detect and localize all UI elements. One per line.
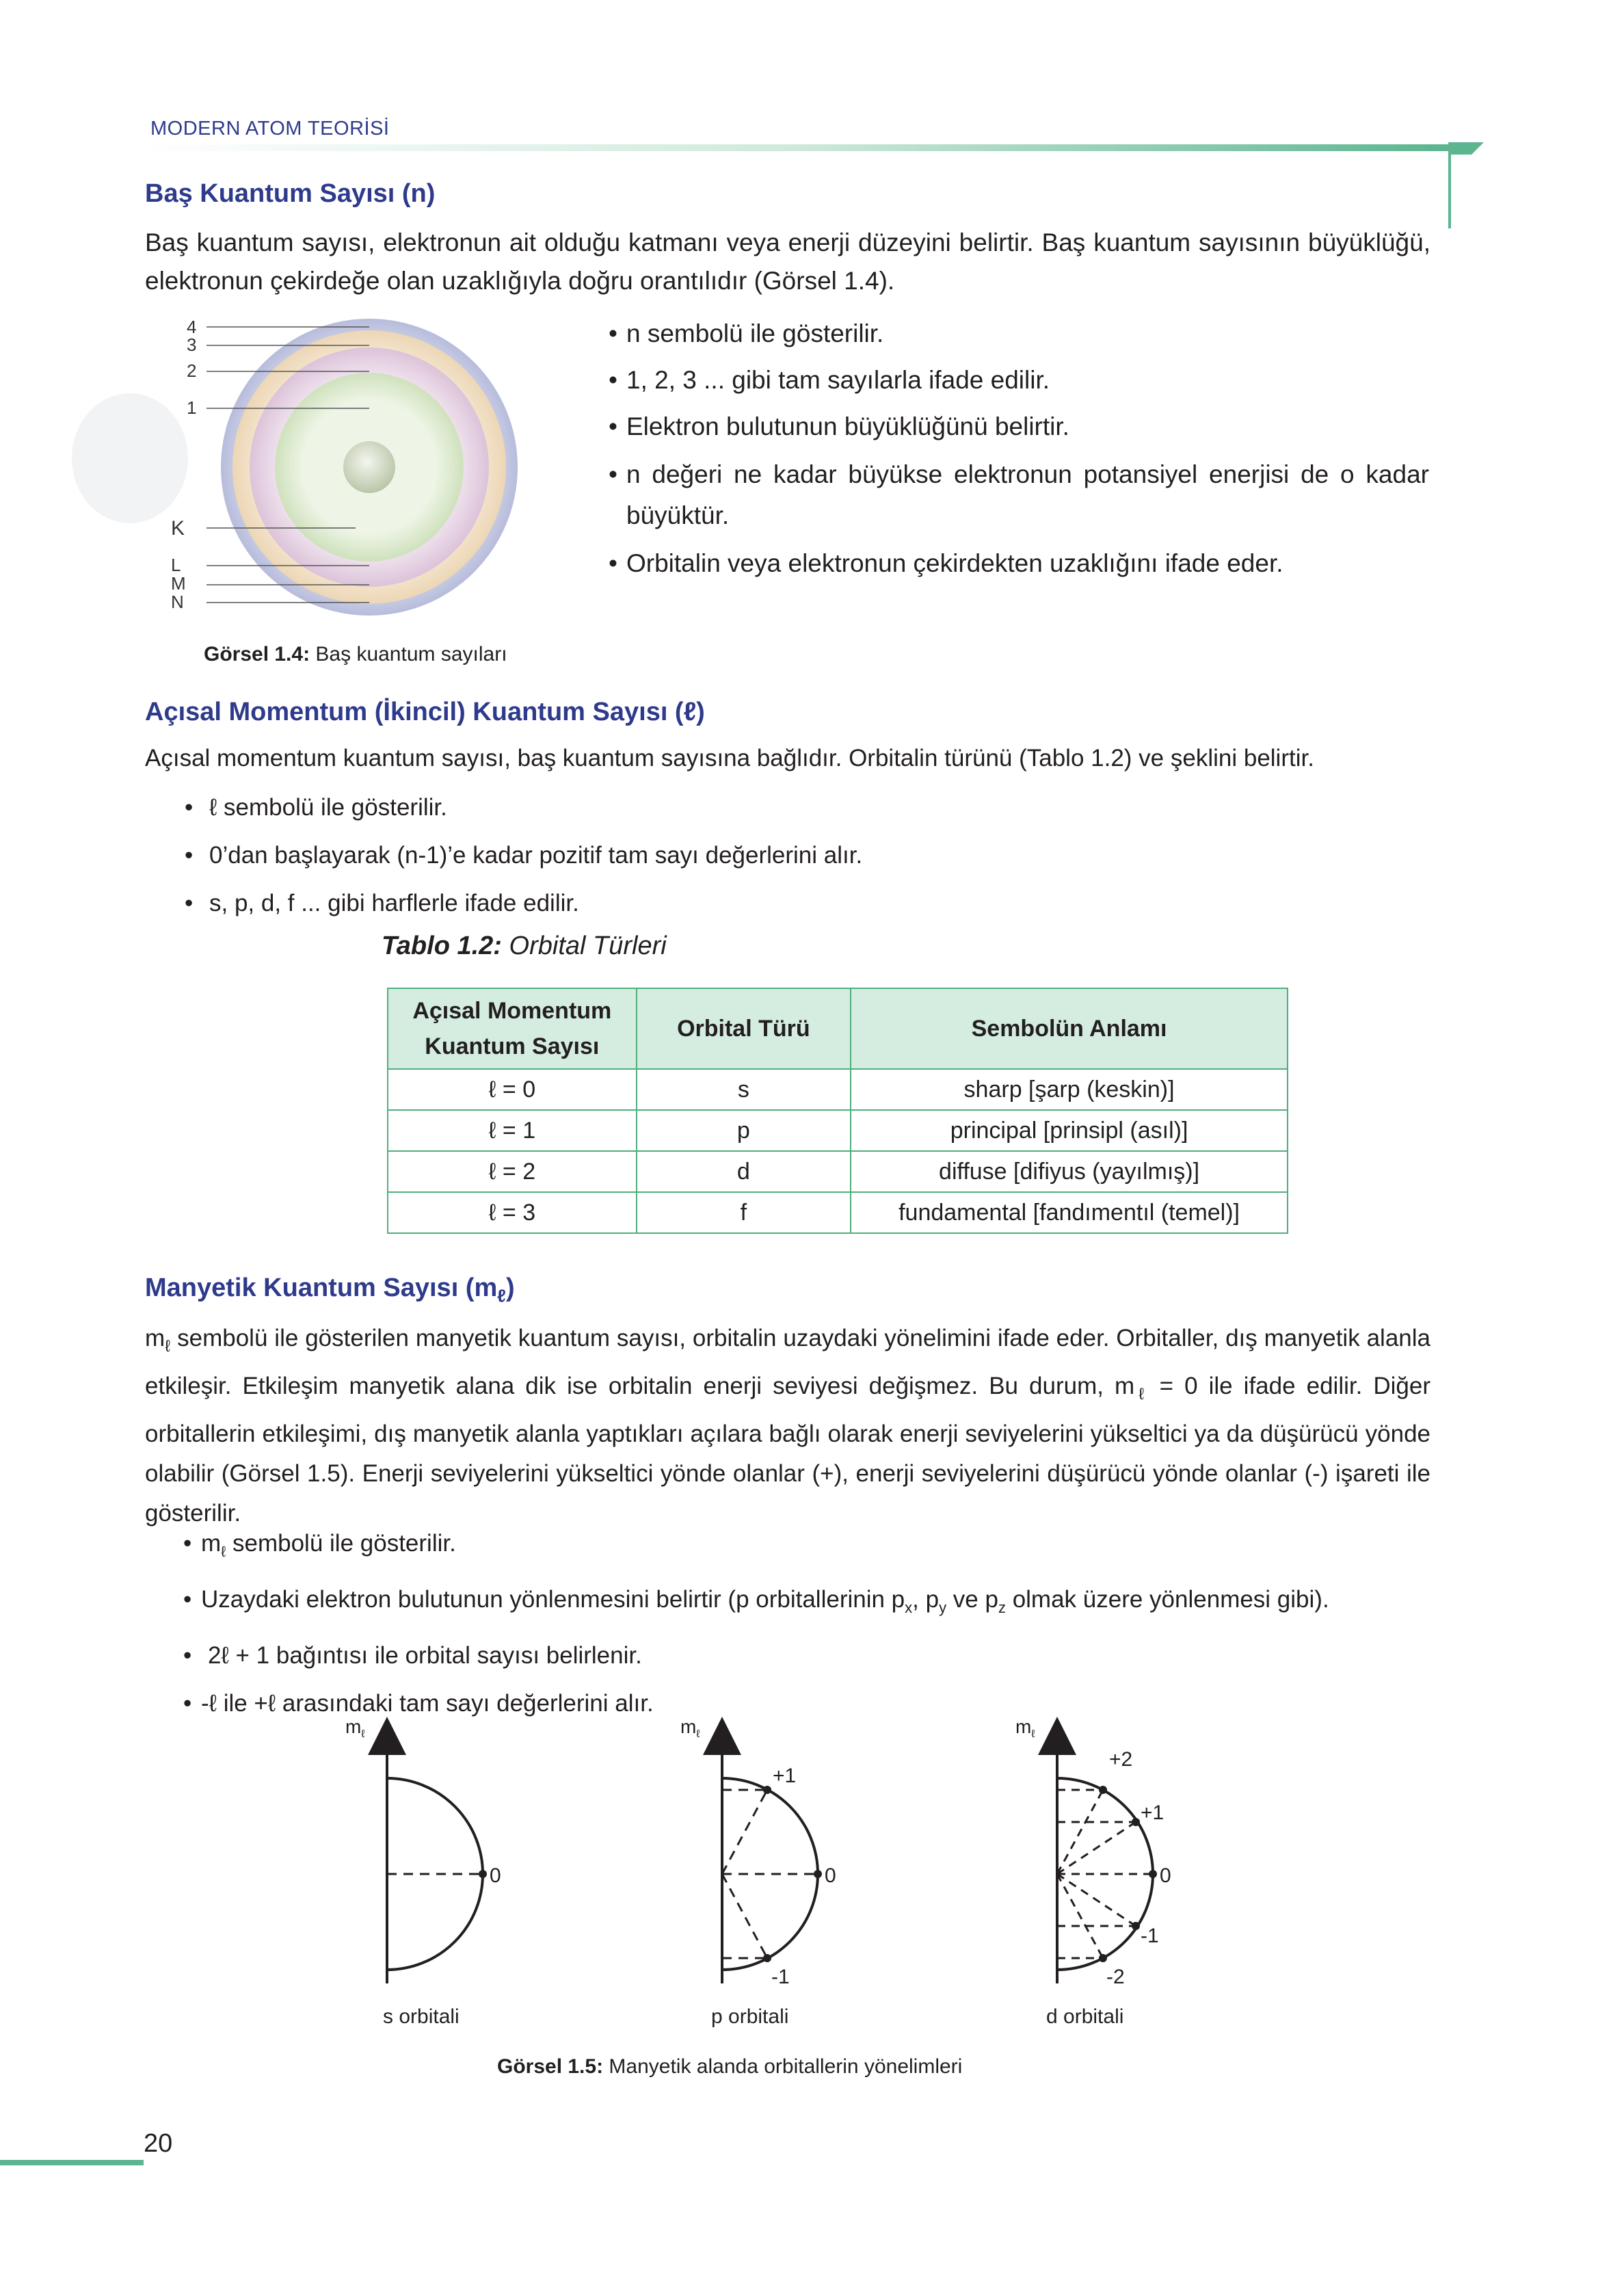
shell-figure xyxy=(55,311,533,626)
bullet-item: • $m_\ell$ sembolü ile gösterilir. xyxy=(183,1524,1441,1572)
bullet-item: • n sembolü ile gösterilir. xyxy=(609,315,1429,353)
orbital-label: s orbitali xyxy=(383,2005,460,2028)
footer-rule xyxy=(0,2160,144,2165)
shell-number-4: 4 xyxy=(187,317,197,337)
value-label: 0 xyxy=(1160,1864,1171,1887)
value-label: +2 xyxy=(1109,1748,1133,1771)
table-row xyxy=(388,1069,1288,1110)
table-cell: ℓ = 2 xyxy=(388,1151,637,1192)
axis-label: $m_\ell$ xyxy=(680,1717,700,1740)
header-vertical-line xyxy=(1448,144,1451,228)
value-label: -1 xyxy=(771,1966,790,1988)
bullet-item: • n değeri ne kadar büyükse elektronun potansiyel enerjisi de o kadar büyüktür. xyxy=(609,454,1429,536)
table-row xyxy=(388,1151,1288,1192)
table-cell: diffuse [difiyus (yayılmış)] xyxy=(851,1151,1288,1192)
shell-letter-k: K xyxy=(171,517,185,540)
table-cell: f xyxy=(637,1192,851,1233)
value-label: 0 xyxy=(825,1864,836,1887)
background-shadow-blob xyxy=(72,393,188,523)
section3-bullets xyxy=(183,1524,1441,1724)
figure-1-5-caption: Görsel 1.5: Manyetik alanda orbitallerin yönelimleri xyxy=(497,2055,963,2078)
bullet-item: • Elektron bulutunun büyüklüğünü belirtir. xyxy=(609,408,1429,446)
table-cell: p xyxy=(637,1110,851,1151)
table-header-row xyxy=(388,988,1288,1069)
table-header-cell: Sembolün Anlamı xyxy=(851,988,1288,1069)
bullet-item: • s, p, d, f ... gibi harflerle ifade edilir. xyxy=(185,884,1415,923)
bullet-item: • -ℓ ile +ℓ arasındaki tam sayı değerlerini alır. xyxy=(183,1684,1441,1724)
orbital-label: d orbitali xyxy=(1046,2005,1124,2028)
table-cell: sharp [şarp (keskin)] xyxy=(851,1069,1288,1110)
table-cell: fundamental [fandımentıl (temel)] xyxy=(851,1192,1288,1233)
shell-number-1: 1 xyxy=(187,397,197,418)
orbital-types-table xyxy=(387,988,1288,1234)
shell-letter-m: M xyxy=(171,573,186,594)
table-row xyxy=(388,1192,1288,1233)
section3-paragraph: $m_\ell$ sembolü ile gösterilen manyetik kuantum sayısı, orbitalin uzaydaki yönelimini ifade eder. Orbitaller, dış manyetik alanla etkileşir. Etkileşim manyetik alana dik ise orbitalin enerji seviyesi değişmez. Bu durum, $m_\ell = 0$ ile ifade edilir. Diğer orbitallerin etkileşimi, dış manyetik alanla yaptıkları açılara bağlı olarak enerji seviyelerini yükseltici ya da düşürücü yönde olabilir (Görsel 1.5). Enerji seviyelerini yükseltici yönde olanlar (+), enerji seviyelerini düşürücü yönde olanlar (-) işareti ile gösterilir. xyxy=(145,1325,1431,1527)
table-cell: d xyxy=(637,1151,851,1192)
section1-bullets xyxy=(609,315,1429,583)
section1-paragraph: Baş kuantum sayısı, elektronun ait olduğu katmanı veya enerji düzeyini belirtir. Baş kuantum sayısının büyüklüğü, elektronun çekirdeğe olan uzaklığıyla doğru orantılıdır (Görsel 1.4). xyxy=(145,228,1430,295)
d-orbital-diagram xyxy=(1015,1717,1171,2028)
orbital-label: p orbitali xyxy=(711,2005,789,2028)
value-label: +1 xyxy=(1141,1802,1164,1824)
p-orbital-diagram xyxy=(680,1717,836,2028)
table-header-cell: Açısal Momentum Kuantum Sayısı xyxy=(388,988,637,1069)
bullet-item: • 1, 2, 3 ... gibi tam sayılarla ifade edilir. xyxy=(609,361,1429,399)
s-orbital-diagram xyxy=(345,1717,501,2028)
value-label: +1 xyxy=(773,1765,797,1787)
bullet-item: • 0’dan başlayarak (n-1)’e kadar pozitif tam sayı değerlerini alır. xyxy=(185,836,1415,875)
section-heading-bas-kuantum: Baş Kuantum Sayısı (n) xyxy=(145,179,436,208)
table-1-2-title: Tablo 1.2: Orbital Türleri xyxy=(382,932,667,960)
bullet-item: • 2ℓ + 1 bağıntısı ile orbital sayısı belirlenir. xyxy=(183,1636,1441,1676)
value-label: 0 xyxy=(490,1864,501,1887)
table-cell: principal [prinsipl (asıl)] xyxy=(851,1110,1288,1151)
orbital-orientation-figure xyxy=(328,1717,1217,2031)
table-cell: s xyxy=(637,1069,851,1110)
shell-letter-l: L xyxy=(171,555,181,575)
table-cell: ℓ = 3 xyxy=(388,1192,637,1233)
table-row xyxy=(388,1110,1288,1151)
running-header: MODERN ATOM TEORİSİ xyxy=(150,118,390,140)
page-number: 20 xyxy=(144,2129,173,2158)
nucleus xyxy=(343,441,395,493)
section2-paragraph: Açısal momentum kuantum sayısı, baş kuantum sayısına bağlıdır. Orbitalin türünü (Tablo 1.2) ve şeklini belirtir. xyxy=(145,745,1314,771)
figure-1-4-caption: Görsel 1.4: Baş kuantum sayıları xyxy=(204,643,507,665)
bullet-item: • Uzaydaki elektron bulutunun yönlenmesini belirtir (p orbitallerinin $p_x$, $p_y$ ve $p_z$ olmak üzere yönlenmesi gibi). xyxy=(183,1580,1441,1628)
section-heading-acisal-momentum: Açısal Momentum (İkincil) Kuantum Sayısı (ℓ) xyxy=(145,698,705,726)
header-rule xyxy=(137,142,1484,155)
section-heading-manyetik: Manyetik Kuantum Sayısı $(m_\ell)$ xyxy=(145,1273,515,1306)
axis-label: $m_\ell$ xyxy=(1015,1717,1035,1740)
axis-label: $m_\ell$ xyxy=(345,1717,365,1740)
table-cell: ℓ = 1 xyxy=(388,1110,637,1151)
value-label: -2 xyxy=(1106,1966,1125,1988)
shell-number-2: 2 xyxy=(187,360,197,381)
table-cell: ℓ = 0 xyxy=(388,1069,637,1110)
shell-number-3: 3 xyxy=(187,334,197,355)
bullet-item: • Orbitalin veya elektronun çekirdekten uzaklığını ifade eder. xyxy=(609,544,1429,583)
value-label: -1 xyxy=(1141,1925,1159,1947)
section2-bullets xyxy=(185,788,1415,923)
table-header-cell: Orbital Türü xyxy=(637,988,851,1069)
bullet-item: • ℓ sembolü ile gösterilir. xyxy=(185,788,1415,828)
shell-letter-n: N xyxy=(171,592,184,612)
